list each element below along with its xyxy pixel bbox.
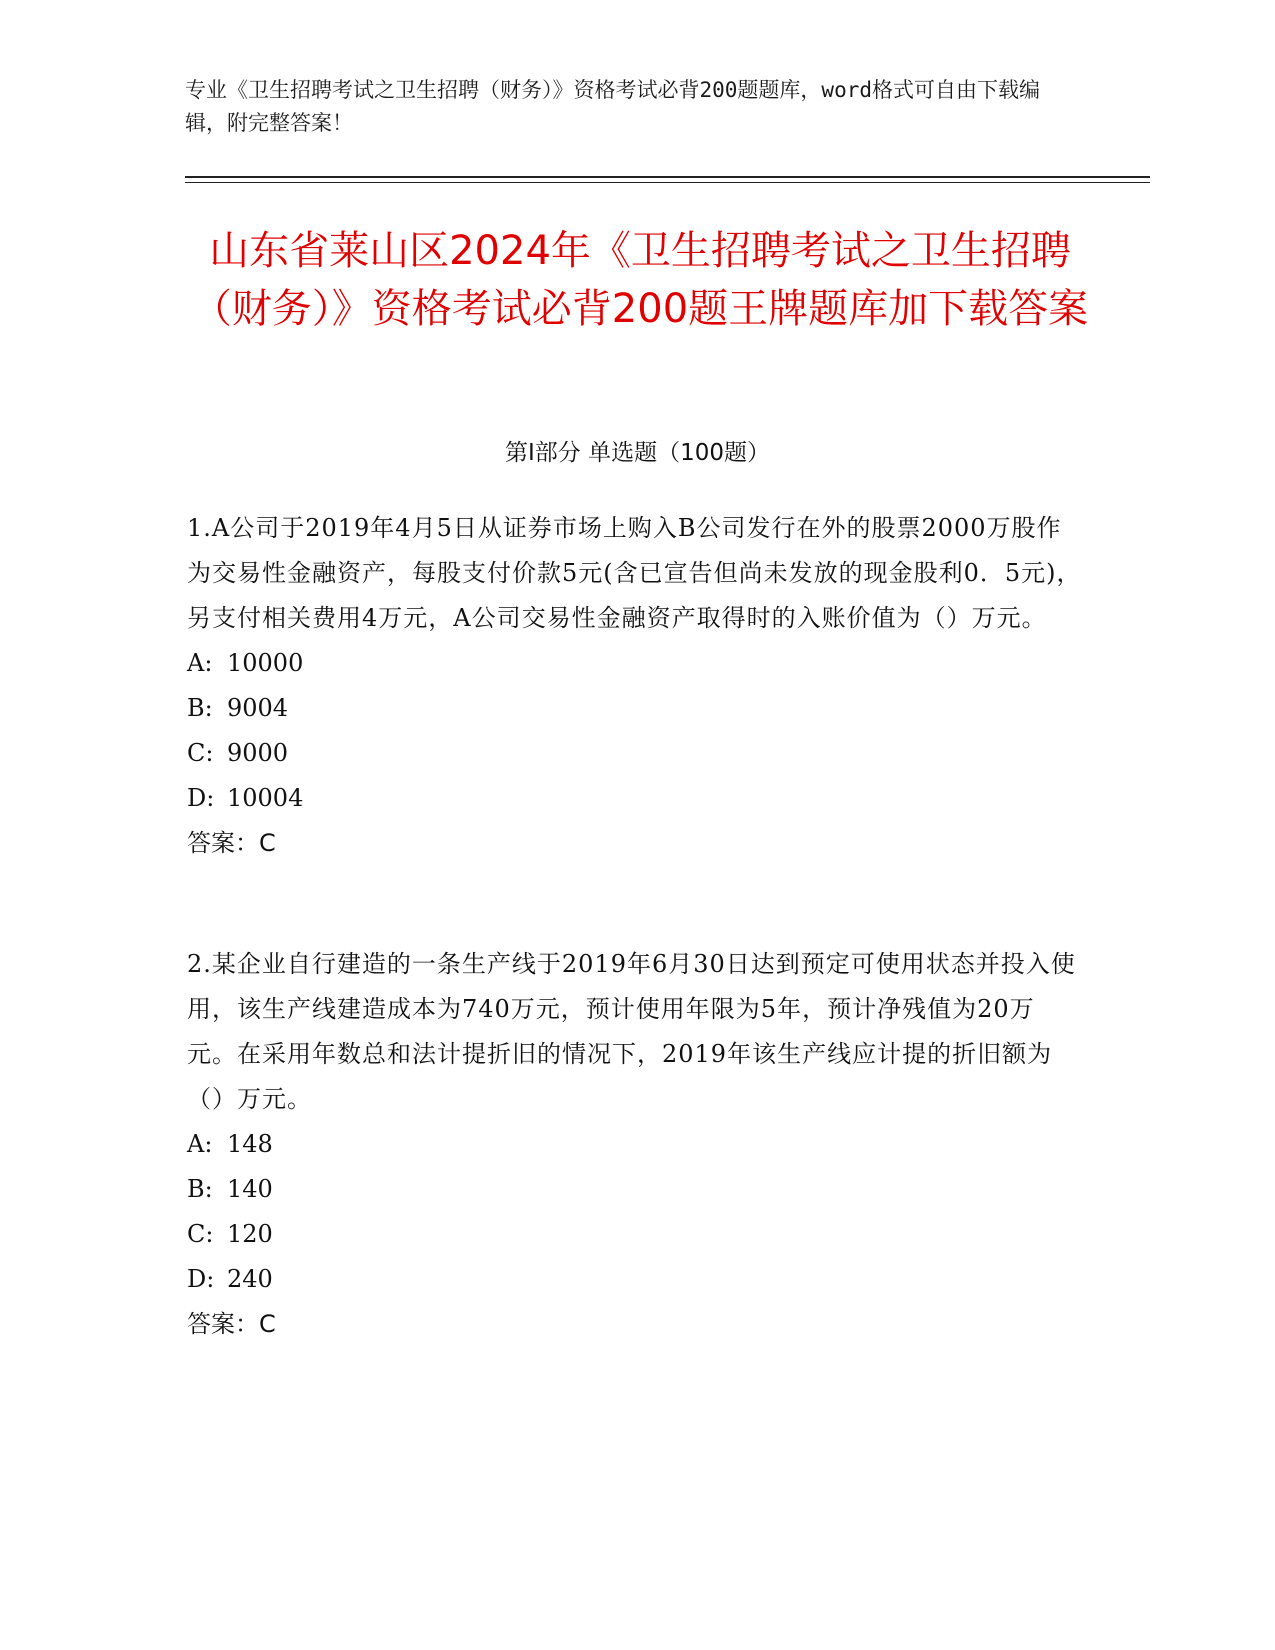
section-title: 第I部分 单选题（100题）: [505, 440, 770, 466]
option-key: A:: [187, 649, 213, 677]
option-key: B:: [187, 1175, 213, 1203]
option-key: D:: [187, 784, 215, 812]
answer: 答案：C: [187, 829, 276, 857]
document-title: 山东省莱山区2024年《卫生招聘考试之卫生招聘（财务）》资格考试必背200题王牌题库加下载答案: [191, 228, 1089, 332]
option-value: 10004: [227, 784, 304, 812]
option-a: [187, 641, 1082, 686]
option-a: [187, 1122, 1082, 1167]
answer: 答案：C: [187, 1310, 276, 1338]
option-b: [187, 686, 1082, 731]
option-value: 148: [227, 1130, 273, 1158]
option-b: [187, 1167, 1082, 1212]
option-value: 120: [227, 1220, 273, 1248]
option-key: C:: [187, 1220, 214, 1248]
option-d: [187, 776, 1082, 821]
option-key: B:: [187, 694, 213, 722]
option-c: [187, 731, 1082, 776]
header-note: 专业《卫生招聘考试之卫生招聘（财务）》资格考试必背200题题库，word格式可自由下载编辑，附完整答案！: [185, 78, 1040, 135]
option-key: D:: [187, 1265, 215, 1293]
option-c: [187, 1212, 1082, 1257]
option-value: 9000: [227, 739, 289, 767]
header-divider-thick: [185, 176, 1150, 178]
question-1: [187, 506, 1082, 866]
option-value: 140: [227, 1175, 273, 1203]
option-d: [187, 1257, 1082, 1302]
question-2: [187, 942, 1082, 1347]
option-value: 9004: [227, 694, 289, 722]
option-key: A:: [187, 1130, 213, 1158]
option-value: 10000: [227, 649, 304, 677]
option-key: C:: [187, 739, 214, 767]
header-divider-thin: [185, 182, 1150, 183]
question-stem: 2.某企业自行建造的一条生产线于2019年6月30日达到预定可使用状态并投入使用，该生产线建造成本为740万元，预计使用年限为5年，预计净残值为20万元。在采用年数总和法计提折旧的情况下，2019年该生产线应计提的折旧额为（）万元。: [187, 950, 1076, 1113]
option-value: 240: [227, 1265, 273, 1293]
question-stem: 1.A公司于2019年4月5日从证券市场上购入B公司发行在外的股票2000万股作为交易性金融资产，每股支付价款5元(含已宣告但尚未发放的现金股利0．5元)，另支付相关费用4万元，A公司交易性金融资产取得时的入账价值为（）万元。: [187, 514, 1082, 632]
